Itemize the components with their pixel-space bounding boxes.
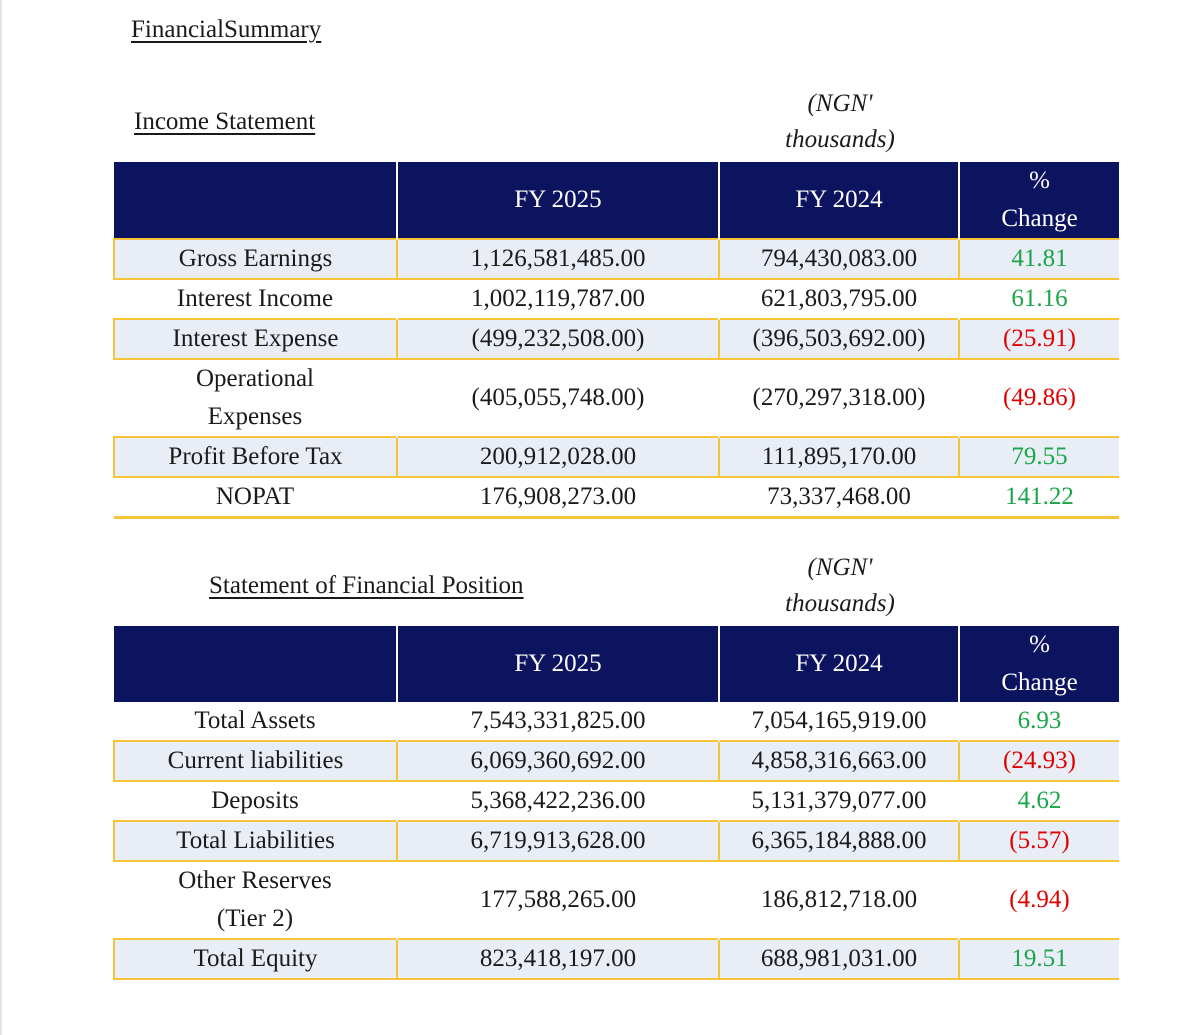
position-header-change-line1: %: [1029, 631, 1050, 658]
position-unit-line2: thousands): [785, 590, 895, 617]
row-label: Total Liabilities: [114, 821, 397, 861]
row-fy2024: 6,365,184,888.00: [719, 821, 959, 861]
row-change: 4.62: [1017, 787, 1062, 814]
income-header-row: [114, 162, 1119, 239]
row-label-line2: (Tier 2): [216, 905, 294, 932]
row-fy2024: 688,981,031.00: [719, 939, 959, 979]
income-header-change-line1: %: [1029, 167, 1050, 194]
position-header-label: [114, 626, 397, 702]
row-fy2025: 7,543,331,825.00: [470, 707, 646, 734]
row-fy2024: 111,895,170.00: [719, 437, 959, 477]
position-unit-line1: (NGN': [807, 554, 873, 581]
table-row: [114, 861, 1119, 939]
income-header-change-line2: Change: [1001, 205, 1078, 232]
financial-position-title: Statement of Financial Position: [209, 572, 524, 599]
table-row: [114, 821, 1119, 861]
row-label: [114, 861, 397, 939]
row-fy2025: 1,126,581,485.00: [397, 239, 719, 279]
row-change: (5.57): [959, 821, 1119, 861]
row-fy2025: 5,368,422,236.00: [470, 787, 646, 814]
row-fy2024: 4,858,316,663.00: [719, 741, 959, 781]
row-fy2024: 73,337,468.00: [719, 477, 959, 518]
income-header-label: [114, 162, 397, 239]
income-statement-table: [113, 162, 1119, 519]
row-label-line1: Operational: [195, 365, 314, 392]
table-row: [114, 319, 1119, 359]
row-fy2024: (396,503,692.00): [719, 319, 959, 359]
position-header-change-line2: Change: [1001, 669, 1078, 696]
row-label: Total Equity: [114, 939, 397, 979]
row-fy2024: 621,803,795.00: [760, 285, 918, 312]
row-label: Total Assets: [194, 707, 316, 734]
income-header-change: [959, 162, 1119, 239]
position-unit-label: [730, 550, 950, 622]
row-fy2024: 186,812,718.00: [760, 886, 918, 913]
row-change: (25.91): [959, 319, 1119, 359]
row-label-line1: Other Reserves: [178, 867, 332, 894]
row-fy2025: 176,908,273.00: [397, 477, 719, 518]
table-row: [114, 279, 1119, 319]
row-label: [114, 359, 397, 437]
row-fy2025: 177,588,265.00: [479, 886, 637, 913]
row-fy2025: 200,912,028.00: [397, 437, 719, 477]
position-header-row: [114, 626, 1119, 702]
row-fy2025: (405,055,748.00): [471, 384, 645, 411]
row-fy2024: 7,054,165,919.00: [751, 707, 927, 734]
row-label: Current liabilities: [114, 741, 397, 781]
table-row: [114, 702, 1119, 741]
income-statement-title: Income Statement: [134, 108, 316, 135]
row-fy2024: 794,430,083.00: [719, 239, 959, 279]
income-header-fy2024: FY 2024: [719, 162, 959, 239]
row-change: 6.93: [1017, 707, 1062, 734]
row-label-line2: Expenses: [207, 403, 303, 430]
row-label: Profit Before Tax: [114, 437, 397, 477]
table-row: [114, 437, 1119, 477]
row-change: 79.55: [959, 437, 1119, 477]
position-header-fy2025: FY 2025: [397, 626, 719, 702]
income-unit-label: [730, 86, 950, 158]
row-label: Gross Earnings: [114, 239, 397, 279]
row-fy2025: 6,719,913,628.00: [397, 821, 719, 861]
table-row: [114, 239, 1119, 279]
row-fy2024: 5,131,379,077.00: [751, 787, 927, 814]
row-fy2024: (270,297,318.00): [752, 384, 926, 411]
row-label: Interest Expense: [114, 319, 397, 359]
row-change: 41.81: [959, 239, 1119, 279]
table-row: [114, 477, 1119, 518]
row-label: NOPAT: [114, 477, 397, 518]
row-change: 19.51: [959, 939, 1119, 979]
row-fy2025: 6,069,360,692.00: [397, 741, 719, 781]
row-change: (4.94): [1009, 886, 1070, 913]
row-change: (49.86): [1003, 384, 1076, 411]
row-label: Deposits: [211, 787, 299, 814]
row-change: 141.22: [959, 477, 1119, 518]
table-row: [114, 359, 1119, 437]
row-fy2025: 823,418,197.00: [397, 939, 719, 979]
income-unit-line1: (NGN': [807, 90, 873, 117]
row-fy2025: (499,232,508.00): [397, 319, 719, 359]
position-header-fy2024: FY 2024: [719, 626, 959, 702]
position-header-change: [959, 626, 1119, 702]
income-header-fy2025: FY 2025: [397, 162, 719, 239]
table-row: [114, 781, 1119, 821]
table-row: [114, 939, 1119, 979]
row-label: Interest Income: [176, 285, 334, 312]
row-change: 61.16: [1011, 285, 1068, 312]
document-title: FinancialSummary: [131, 16, 322, 43]
income-unit-line2: thousands): [785, 126, 895, 153]
row-fy2025: 1,002,119,787.00: [470, 285, 646, 312]
page-edge: [0, 0, 2, 1035]
row-change: (24.93): [959, 741, 1119, 781]
table-row: [114, 741, 1119, 781]
financial-position-table: [113, 626, 1119, 980]
